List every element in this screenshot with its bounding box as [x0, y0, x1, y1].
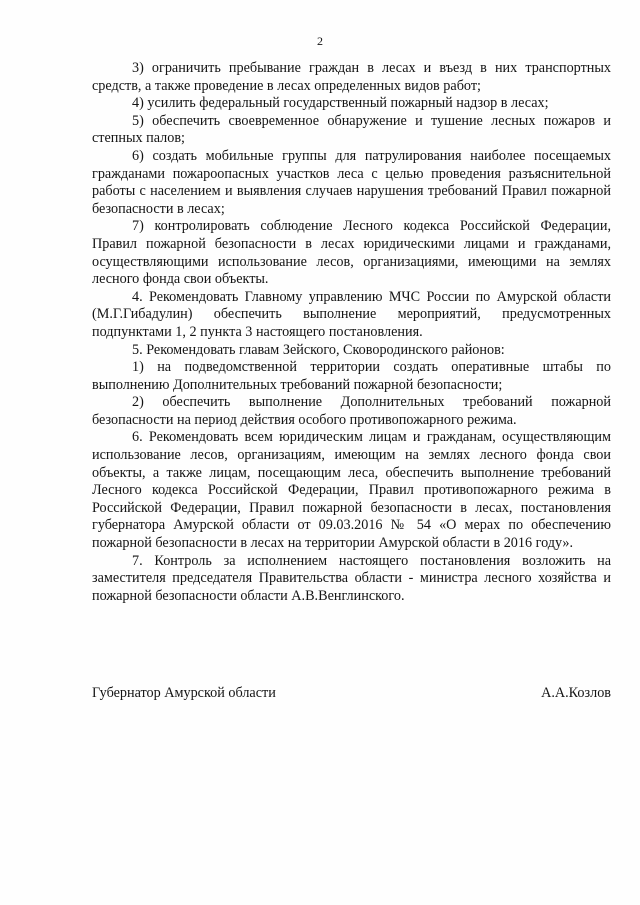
paragraph-3-6: 6) создать мобильные группы для патрулирования наиболее посещаемых гражданами пожароопасных участков леса с целью проведения разъяснительной работы с населением и выявления случаев нарушения требований Правил пожарной безопасности в лесах; [92, 147, 611, 217]
signatory-name: А.А.Козлов [541, 685, 611, 701]
paragraph-7: 7. Контроль за исполнением настоящего постановления возложить на заместителя председателя Правительства области - министра лесного хозяйства и пожарной безопасности области А.В.Венглинского. [92, 552, 611, 604]
page-number: 2 [317, 34, 323, 48]
paragraph-3-3: 3) ограничить пребывание граждан в лесах и въезд в них транспортных средств, а также проведение в лесах определенных видов работ; [92, 60, 611, 94]
paragraph-5-2: 2) обеспечить выполнение Дополнительных требований пожарной безопасности на период действия особого противопожарного режима. [92, 394, 611, 428]
paragraph-5: 5. Рекомендовать главам Зейского, Сковородинского районов: [132, 341, 505, 358]
paragraph-6: 6. Рекомендовать всем юридическим лицам и гражданам, осуществляющим использование лесов, организациям, имеющим на землях лесного фонда свои объекты, а также лицам, посещающим леса, обеспечить выполнение требований Лесного кодекса Российской Федерации, Правил противопожарного режима в Российской Федерации, Правил пожарной безопасности в лесах, постановления губернатора Амурской области от 09.03.2016 № 54 «О мерах по обеспечению пожарной безопасности в лесах на территории Амурской области в 2016 году». [92, 429, 611, 552]
paragraph-3-7: 7) контролировать соблюдение Лесного кодекса Российской Федерации, Правил пожарной безопасности в лесах юридическими лицами и гражданами, осуществляющими использование лесов, организациями, имеющими на землях лесного фонда свои объекты. [92, 218, 611, 288]
paragraph-5-1: 1) на подведомственной территории создать оперативные штабы по выполнению Дополнительных требований пожарной безопасности; [92, 359, 611, 393]
signatory-position: Губернатор Амурской области [92, 685, 276, 701]
document-body [92, 60, 611, 605]
paragraph-3-4: 4) усилить федеральный государственный пожарный надзор в лесах; [132, 95, 549, 112]
paragraph-3-5: 5) обеспечить своевременное обнаружение и тушение лесных пожаров и степных палов; [92, 112, 611, 147]
paragraph-4: 4. Рекомендовать Главному управлению МЧС России по Амурской области (М.Г.Гибадулин) обеспечить выполнение мероприятий, предусмотренных подпунктами 1, 2 пункта 3 настоящего постановления. [92, 288, 611, 340]
